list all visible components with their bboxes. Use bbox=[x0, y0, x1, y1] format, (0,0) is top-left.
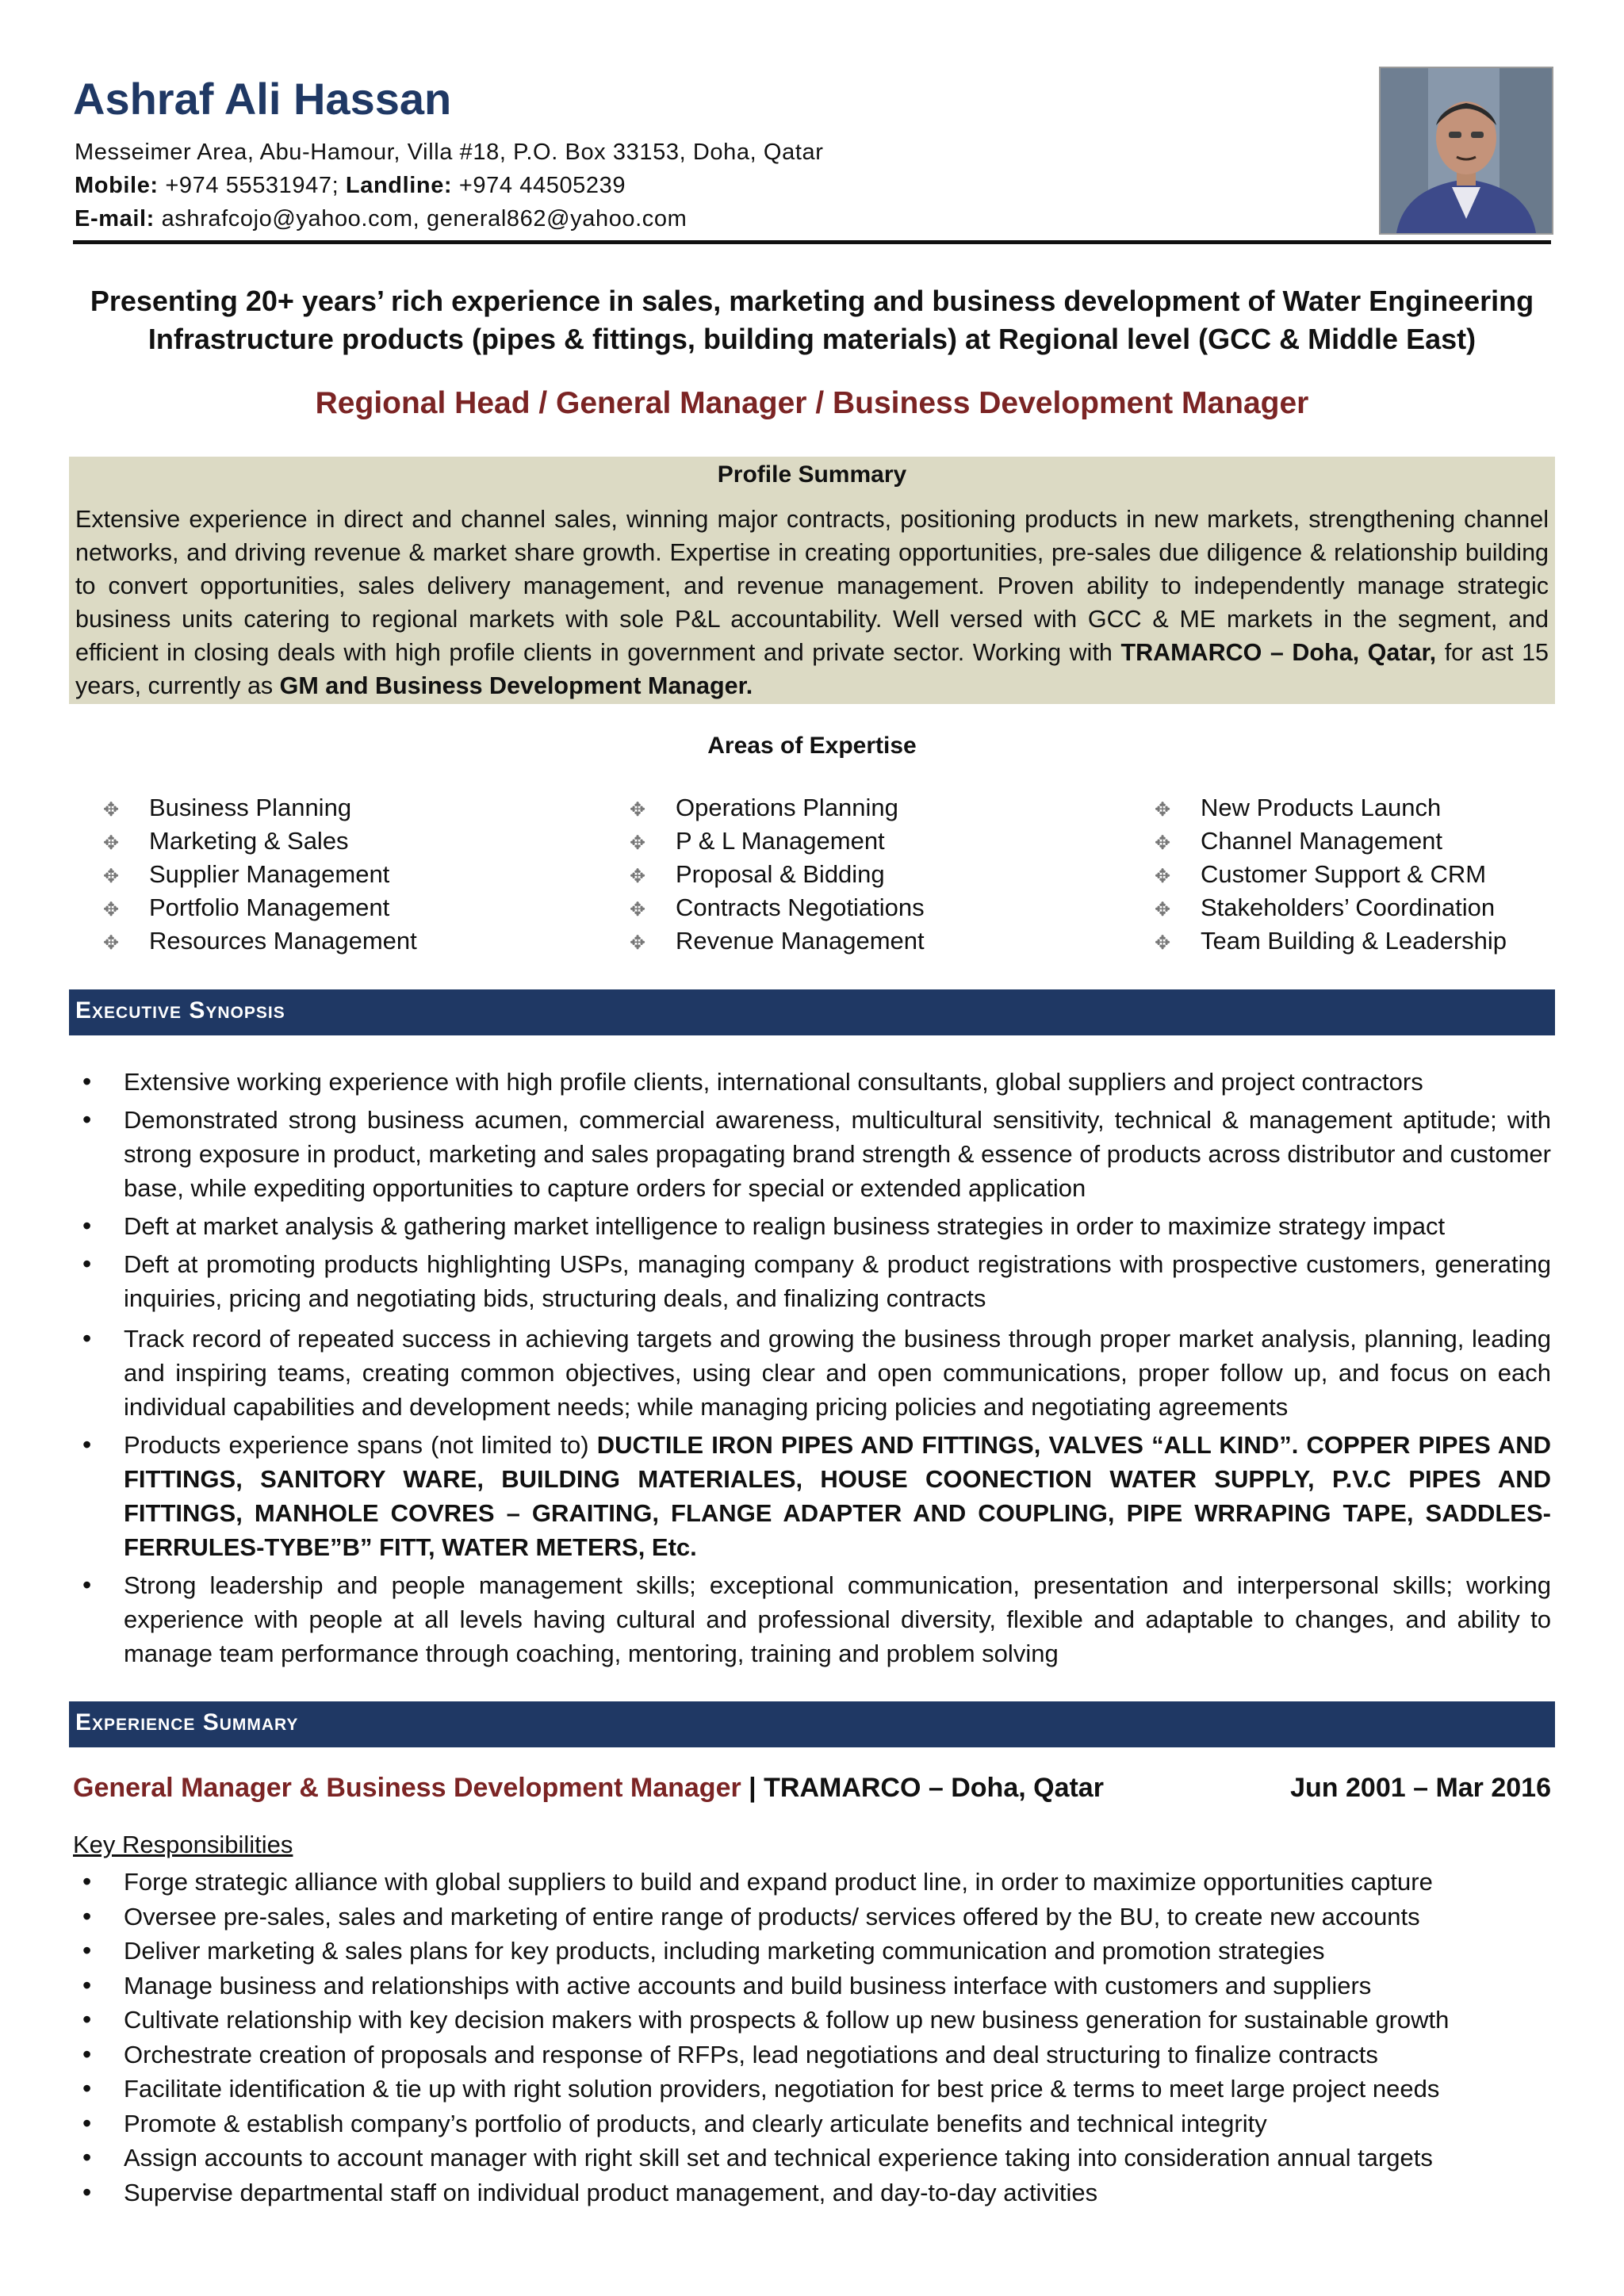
address-line: Messeimer Area, Abu-Hamour, Villa #18, P.O. Box 33153, Doha, Qatar bbox=[75, 140, 824, 165]
expertise-column-3 bbox=[1124, 791, 1507, 958]
key-responsibilities-label: Key Responsibilities bbox=[73, 1831, 293, 1858]
profile-position: GM and Business Development Manager. bbox=[279, 672, 753, 699]
expertise-label: Team Building & Leadership bbox=[1201, 927, 1507, 955]
list-item: • Strong leadership and people management skills; exceptional communication, presentation and interpersonal skills; working experience with people at all levels having cultural and professional diversity, flexible and adaptable to changes, and ability to manage team performance through coaching, mentoring, training and problem solving bbox=[73, 1568, 1551, 1670]
list-item: • Track record of repeated success in achieving targets and growing the business through proper market analysis, planning, leading and inspiring teams, creating common objectives, using clear and open communications, proper follow up, and focus on each individual capabilities and development needs; while managing pricing policies and negotiating agreements bbox=[73, 1322, 1551, 1424]
header-divider bbox=[73, 240, 1551, 244]
expertise-item bbox=[1124, 891, 1507, 924]
expertise-label: Channel Management bbox=[1201, 827, 1443, 855]
list-item: • Assign accounts to account manager with right skill set and technical experience taking into consideration annual targets bbox=[73, 2141, 1551, 2175]
bullet-cross-icon: ✥ bbox=[1155, 832, 1171, 854]
expertise-label: P & L Management bbox=[676, 827, 885, 855]
bullet-cross-icon: ✥ bbox=[1155, 932, 1171, 954]
list-item: • Manage business and relationships with active accounts and build business interface with customers and suppliers bbox=[73, 1969, 1551, 2003]
list-item: • Extensive working experience with high profile clients, international consultants, global suppliers and project contractors bbox=[73, 1065, 1551, 1099]
expertise-label: Marketing & Sales bbox=[149, 827, 349, 855]
bullet-cross-icon: ✥ bbox=[103, 866, 120, 887]
expertise-item bbox=[73, 858, 417, 891]
list-item: • Cultivate relationship with key decision makers with prospects & follow up new business generation for sustainable growth bbox=[73, 2003, 1551, 2038]
tagline bbox=[73, 282, 1551, 358]
list-item: • Orchestrate creation of proposals and response of RFPs, lead negotiations and deal structuring to finalize contracts bbox=[73, 2038, 1551, 2072]
products-list: DUCTILE IRON PIPES AND FITTINGS, VALVES “ALL KIND”. COPPER PIPES AND FITTINGS, SANITORY WARE, BUILDING MATERIALES, HOUSE COONECTION WATER SUPPLY, P.V.C PIPES AND FITTINGS, MANHOLE COVRES – GRAITING, FLANGE ADAPTER AND COUPLING, PIPE WRRAPING TAPE, SADDLES-FERRULES-TYBE”B” FITT, WATER METERS, Etc. bbox=[124, 1431, 1552, 1561]
expertise-column-1 bbox=[73, 791, 417, 958]
expertise-item bbox=[599, 891, 925, 924]
bullet-cross-icon: ✥ bbox=[1155, 866, 1171, 887]
expertise-item bbox=[73, 924, 417, 958]
expertise-item bbox=[599, 791, 925, 825]
profile-photo bbox=[1379, 67, 1553, 235]
experience-summary-heading: Experience Summary bbox=[75, 1709, 299, 1735]
email-addresses: ashrafcojo@yahoo.com, general862@yahoo.com bbox=[161, 206, 688, 232]
bullet-cross-icon: ✥ bbox=[630, 899, 646, 920]
job-dates: Jun 2001 – Mar 2016 bbox=[1290, 1773, 1551, 1803]
expertise-label: Supplier Management bbox=[149, 860, 390, 888]
job-role: General Manager & Business Development Manager bbox=[73, 1773, 741, 1803]
tagline-line-1: Presenting 20+ years’ rich experience in sales, marketing and business development of Water Engineering bbox=[90, 285, 1534, 317]
bullet-cross-icon: ✥ bbox=[103, 832, 120, 854]
mobile-number: +974 55531947; bbox=[165, 173, 339, 198]
bullet-cross-icon: ✥ bbox=[103, 899, 120, 920]
executive-synopsis-bar bbox=[69, 989, 1555, 1035]
list-item: • Deft at market analysis & gathering market intelligence to realign business strategies in order to maximize strategy impact bbox=[73, 1209, 1551, 1243]
list-item: • Promote & establish company’s portfolio of products, and clearly articulate benefits and technical integrity bbox=[73, 2107, 1551, 2141]
list-item bbox=[73, 1428, 1551, 1564]
profile-tenure: for ast 15 years, currently as bbox=[75, 639, 1549, 699]
bullet-cross-icon: ✥ bbox=[1155, 799, 1171, 821]
responsibilities-list bbox=[73, 1865, 1551, 2210]
bullet-cross-icon: ✥ bbox=[1155, 899, 1171, 920]
landline-number: +974 44505239 bbox=[458, 173, 626, 198]
expertise-label: Stakeholders’ Coordination bbox=[1201, 894, 1496, 921]
bullet-cross-icon: ✥ bbox=[630, 799, 646, 821]
expertise-label: Proposal & Bidding bbox=[676, 860, 885, 888]
expertise-item bbox=[73, 791, 417, 825]
products-intro: Products experience spans (not limited to) bbox=[124, 1431, 597, 1459]
expertise-item bbox=[1124, 924, 1507, 958]
experience-summary-bar bbox=[69, 1701, 1555, 1747]
job-company: TRAMARCO – Doha, Qatar bbox=[764, 1773, 1104, 1803]
expertise-label: Operations Planning bbox=[676, 794, 898, 821]
expertise-item bbox=[73, 891, 417, 924]
list-item: • Deliver marketing & sales plans for key products, including marketing communication and promotion strategies bbox=[73, 1934, 1551, 1969]
list-item: • Deft at promoting products highlighting USPs, managing company & product registrations with prospective customers, generating inquiries, pricing and negotiating bids, structuring deals, and finalizing contracts bbox=[73, 1247, 1551, 1315]
list-item: • Facilitate identification & tie up with right solution providers, negotiation for best price & terms to meet large project needs bbox=[73, 2072, 1551, 2107]
email-line bbox=[75, 206, 687, 232]
expertise-item bbox=[1124, 858, 1507, 891]
expertise-item bbox=[1124, 825, 1507, 858]
expertise-item bbox=[599, 924, 925, 958]
bullet-cross-icon: ✥ bbox=[630, 832, 646, 854]
bullet-cross-icon: ✥ bbox=[630, 932, 646, 954]
profile-summary-text bbox=[75, 503, 1549, 702]
profile-summary-box bbox=[69, 457, 1555, 704]
profile-summary-heading: Profile Summary bbox=[717, 461, 907, 488]
list-item: • Supervise departmental staff on individual product management, and day-to-day activities bbox=[73, 2175, 1551, 2210]
list-item: • Demonstrated strong business acumen, commercial awareness, multicultural sensitivity, technical & management aptitude; with strong exposure in product, marketing and sales propagating brand strength & essence of products across distributor and customer base, while expediting opportunities to capture orders for special or extended application bbox=[73, 1103, 1551, 1205]
expertise-label: Contracts Negotiations bbox=[676, 894, 925, 921]
profile-company: TRAMARCO – Doha, Qatar, bbox=[1120, 639, 1437, 666]
portrait-image bbox=[1381, 68, 1552, 233]
bullet-cross-icon: ✥ bbox=[103, 799, 120, 821]
job-title bbox=[73, 1773, 1104, 1804]
email-label: E-mail: bbox=[75, 206, 155, 232]
expertise-item bbox=[599, 825, 925, 858]
profile-body: Extensive experience in direct and channel sales, winning major contracts, positioning products in new markets, strengthening channel networks, and driving revenue & market share growth. Expertise in creating opportunities, pre-sales due diligence & relationship building to convert opportunities, sales delivery management, and revenue management. Proven ability to independently manage strategic business units catering to regional markets with sole P&L accountability. Well versed with GCC & ME markets in the segment, and efficient in closing deals with high profile clients in government and private sector. Working with bbox=[75, 506, 1549, 666]
expertise-label: Portfolio Management bbox=[149, 894, 390, 921]
bullet-cross-icon: ✥ bbox=[630, 866, 646, 887]
bullet-cross-icon: ✥ bbox=[103, 932, 120, 954]
expertise-label: Customer Support & CRM bbox=[1201, 860, 1487, 888]
candidate-name: Ashraf Ali Hassan bbox=[73, 74, 452, 124]
expertise-item bbox=[599, 858, 925, 891]
executive-synopsis-heading: Executive Synopsis bbox=[75, 997, 285, 1024]
list-item: • Oversee pre-sales, sales and marketing of entire range of products/ services offered by the BU, to create new accounts bbox=[73, 1900, 1551, 1934]
target-roles: Regional Head / General Manager / Business Development Manager bbox=[315, 386, 1309, 420]
landline-label: Landline: bbox=[345, 173, 453, 198]
mobile-label: Mobile: bbox=[75, 173, 159, 198]
executive-synopsis-list bbox=[73, 1065, 1551, 1670]
tagline-line-2: Infrastructure products (pipes & fittings, building materials) at Regional level (GCC & Middle East) bbox=[147, 323, 1477, 355]
expertise-item bbox=[73, 825, 417, 858]
expertise-heading: Areas of Expertise bbox=[707, 733, 917, 759]
expertise-label: Business Planning bbox=[149, 794, 352, 821]
expertise-label: New Products Launch bbox=[1201, 794, 1442, 821]
expertise-item bbox=[1124, 791, 1507, 825]
list-item: • Forge strategic alliance with global suppliers to build and expand product line, in order to maximize opportunities capture bbox=[73, 1865, 1551, 1900]
expertise-label: Resources Management bbox=[149, 927, 417, 955]
expertise-label: Revenue Management bbox=[676, 927, 925, 955]
expertise-column-2 bbox=[599, 791, 925, 958]
job-separator: | bbox=[741, 1773, 764, 1803]
phone-line bbox=[75, 173, 626, 199]
